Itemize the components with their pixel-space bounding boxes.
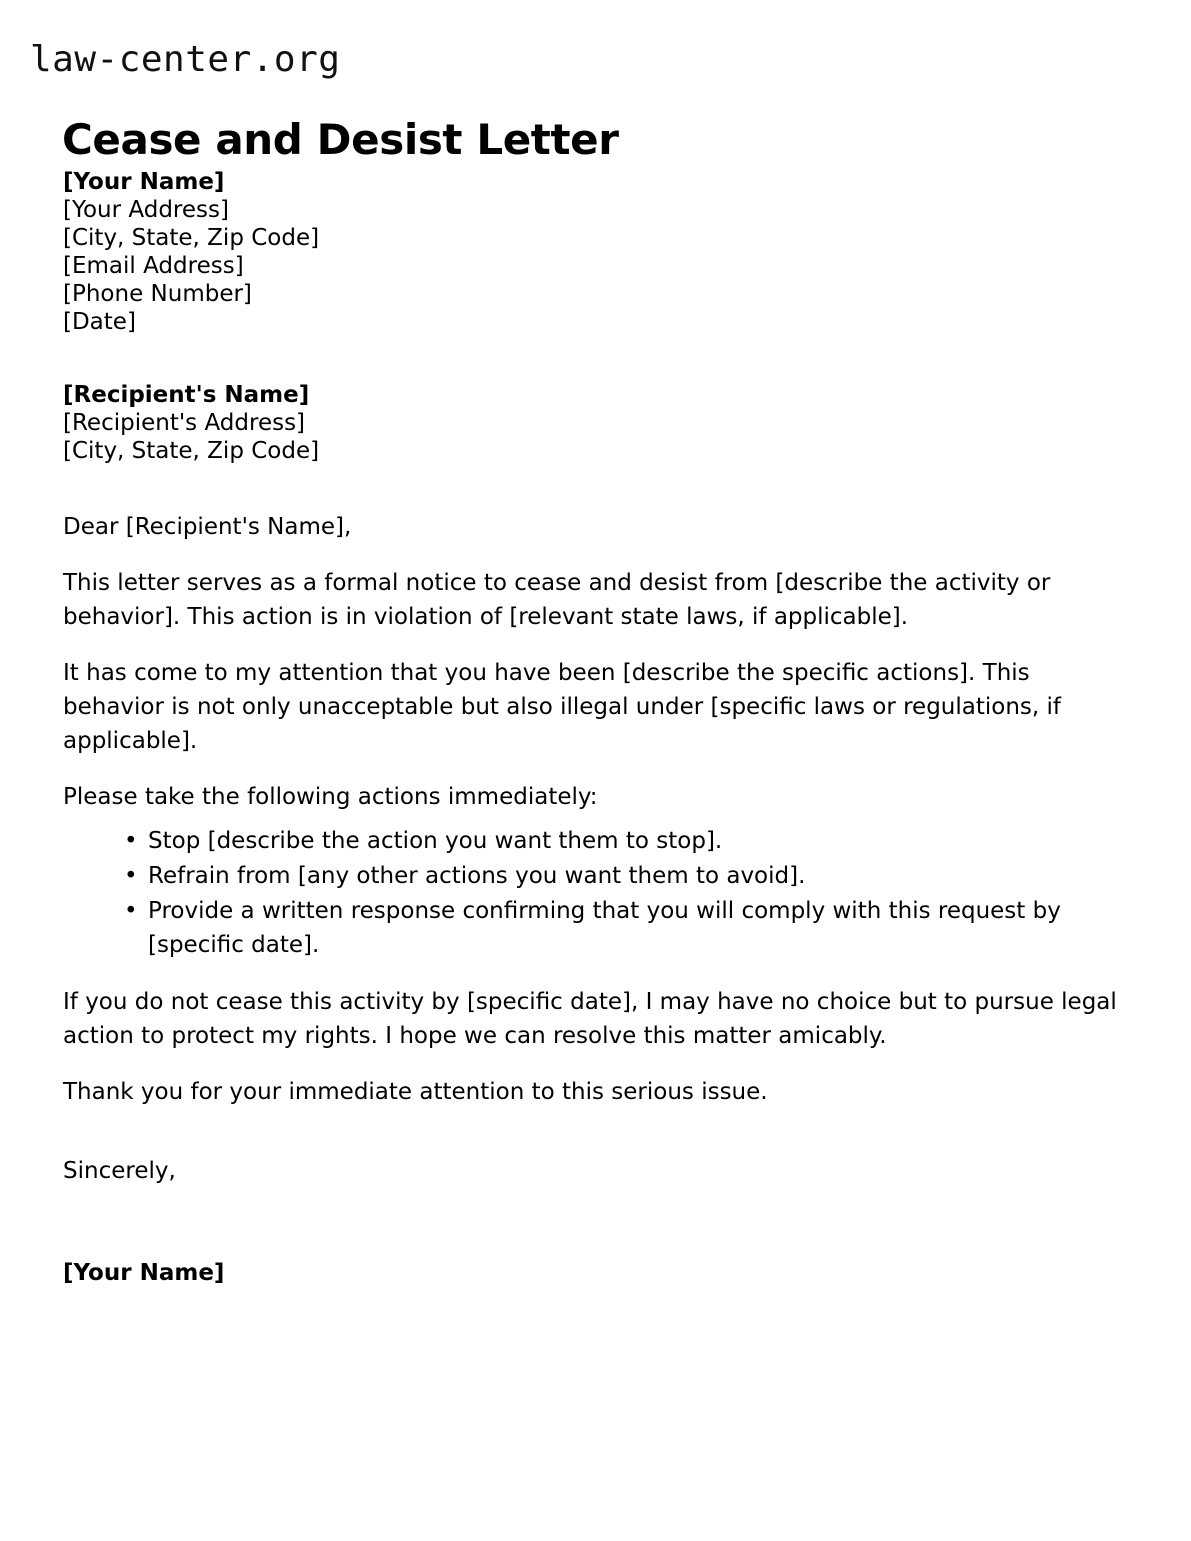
signature-name: [Your Name] xyxy=(63,1260,225,1286)
sender-email: [Email Address] xyxy=(63,253,244,279)
sender-city-state-zip: [City, State, Zip Code] xyxy=(63,225,320,251)
recipient-spacer xyxy=(63,488,1126,510)
recipient-address-block xyxy=(63,381,1126,465)
address-spacer xyxy=(63,359,1126,381)
paragraph-one: This letter serves as a formal notice to cease and desist from [describe the activity or behavior]. This action is in violation of [relevant state laws, if applicable]. xyxy=(63,570,1051,630)
action-list-intro: Please take the following actions immediately: xyxy=(63,784,598,810)
sender-address-block xyxy=(63,168,1126,336)
list-item xyxy=(124,824,1126,858)
bullet-icon: • xyxy=(124,828,138,854)
list-item-label: Stop [describe the action you want them to stop]. xyxy=(148,828,723,854)
bullet-icon: • xyxy=(124,898,138,924)
sender-name: [Your Name] xyxy=(63,169,225,195)
sender-date: [Date] xyxy=(63,309,136,335)
sender-phone: [Phone Number] xyxy=(63,281,252,307)
paragraph-three: If you do not cease this activity by [specific date], I may have no choice but to pursue legal action to protect my rights. I hope we can resolve this matter amicably. xyxy=(63,989,1117,1049)
list-item-label: Refrain from [any other actions you want them to avoid]. xyxy=(148,863,806,889)
action-list xyxy=(63,824,1126,962)
paragraph-two: It has come to my attention that you have been [describe the specific actions]. This behavior is not only unacceptable but also illegal under [specific laws or regulations, if applicable]. xyxy=(63,660,1062,754)
list-item-label: Provide a written response confirming that you will comply with this request by [specific date]. xyxy=(148,898,1061,958)
list-item xyxy=(124,859,1126,893)
closing-line: Sincerely, xyxy=(63,1158,176,1184)
sender-address: [Your Address] xyxy=(63,197,229,223)
site-url-header: law-center.org xyxy=(30,39,341,80)
recipient-city-state-zip: [City, State, Zip Code] xyxy=(63,438,320,464)
paragraph-four: Thank you for your immediate attention to this serious issue. xyxy=(63,1079,768,1105)
recipient-name: [Recipient's Name] xyxy=(63,382,310,408)
list-item xyxy=(124,894,1126,962)
bullet-icon: • xyxy=(124,863,138,889)
page-title: Cease and Desist Letter xyxy=(62,115,619,165)
letter-body xyxy=(63,168,1126,1313)
salutation: Dear [Recipient's Name], xyxy=(63,514,352,540)
recipient-address: [Recipient's Address] xyxy=(63,410,306,436)
